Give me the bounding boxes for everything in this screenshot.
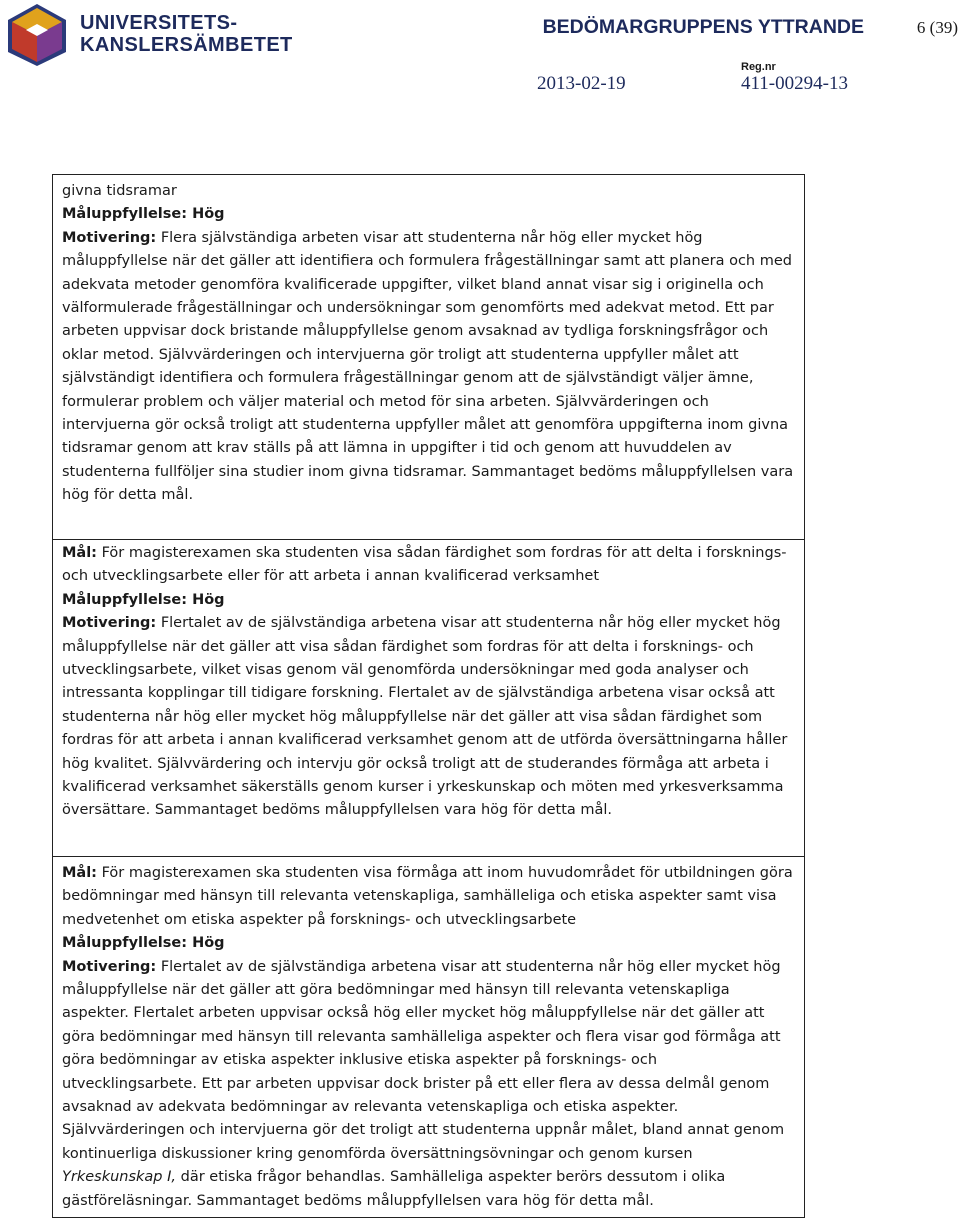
goal-label: Mål: bbox=[62, 865, 97, 881]
goal-paragraph bbox=[62, 862, 795, 932]
org-line-2: KANSLERSÄMBETET bbox=[80, 34, 293, 56]
goal-continuation: givna tidsramar bbox=[62, 183, 177, 199]
fulfillment-rating: Måluppfyllelse: Hög bbox=[62, 591, 225, 608]
assessment-box bbox=[52, 856, 805, 1218]
reg-label: Reg.nr bbox=[741, 61, 776, 73]
registration-number: 411-00294-13 bbox=[741, 73, 848, 94]
document-title: BEDÖMARGRUPPENS YTTRANDE bbox=[542, 16, 864, 38]
logo bbox=[4, 2, 70, 68]
fulfillment-rating: Måluppfyllelse: Hög bbox=[62, 935, 225, 952]
motivation-text: Flera självständiga arbeten visar att studenterna når hög eller mycket hög måluppfyllelse när det gäller att identifiera och formulera frågeställningar samt att planera och med adekvata metoder genomföra kvalificerade uppgifter, vilket bland annat visar sig i originella och välformulerade frågeställningar och undersökningar som genomförts med adekvat metod. Ett par arbeten uppvisar dock bristande måluppfyllelse genom avsaknad av tydliga forskningsfrågor och oklar metod. Självvärderingen och intervjuerna gör troligt att studenterna uppfyller målet att självständigt identifiera och formulera frågeställningar genom att de självständigt väljer ämne, formulerar problem och väljer material och metod för sina arbeten. Självvärderingen och intervjuerna gör också troligt att studenterna uppfyller målet att genomföra uppgifterna inom givna tidsramar genom att krav ställs på att lämna in uppgifter i tid och genom att huvuddelen av studenterna fullföljer sina studier inom givna tidsramar. Sammantaget bedöms måluppfyllelsen vara hög för detta mål. bbox=[62, 229, 794, 504]
motivation-text-continued: där etiska frågor behandlas. Samhälleliga aspekter berörs dessutom i olika gästföreläsningar. Sammantaget bedöms måluppfyllelsen vara hög för detta mål. bbox=[62, 1169, 726, 1209]
assessment-box bbox=[52, 539, 805, 857]
motivation-paragraph bbox=[62, 956, 795, 1213]
document-date: 2013-02-19 bbox=[537, 73, 626, 94]
motivation-text: Flertalet av de självständiga arbetena visar att studenterna når hög eller mycket hög måluppfyllelse när det gäller att göra bedömningar med hänsyn till relevanta vetenskapliga aspekter. Flertalet arbeten uppvisar också hög eller mycket hög måluppfyllelse när det gäller att göra bedömningar med hänsyn till relevanta samhälleliga aspekter och flera visar god förmåga att göra bedömningar av etiska aspekter inklusive etiska aspekter på forsknings- och utvecklingsarbete. Ett par arbeten uppvisar dock brister på ett eller flera av dessa delmål genom avsaknad av adekvata bedömningar av relevanta vetenskapliga och etiska aspekter. Självvärderingen och intervjuerna gör det troligt att studenterna uppnår målet, bland annat genom kontinuerliga diskussioner kring genomförda översättningsövningar och genom kursen bbox=[62, 958, 785, 1162]
goal-paragraph bbox=[62, 542, 795, 589]
assessment-box bbox=[52, 174, 805, 540]
goal-text: För magisterexamen ska studenten visa förmåga att inom huvudområdet för utbildningen göra bedömningar med hänsyn till relevanta vetenskapliga, samhälleliga och etiska aspekter samt visa medvetenhet om etiska aspekter på forsknings- och utvecklingsarbete bbox=[62, 865, 793, 928]
goal-text: För magisterexamen ska studenten visa sådan färdighet som fordras för att delta i forsknings- och utvecklingsarbete eller för att arbeta i annan kvalificerad verksamhet bbox=[62, 545, 787, 585]
goal-label: Mål: bbox=[62, 545, 97, 561]
fulfillment-rating: Måluppfyllelse: Hög bbox=[62, 206, 225, 223]
motivation-paragraph bbox=[62, 612, 795, 823]
organization-name bbox=[80, 12, 293, 56]
page-number: 6 (39) bbox=[916, 18, 958, 37]
motivation-text: Flertalet av de självständiga arbetena visar att studenterna når hög eller mycket hög måluppfyllelse när det gäller att visa sådan färdighet som fordras för att delta i forsknings- och utvecklingsarbete, vilket visas genom väl genomförda undersökningar med goda analyser och intressanta kopplingar till tidigare forskning. Flertalet av de självständiga arbetena visar också att studenterna når hög eller mycket hög måluppfyllelse när det gäller att visa sådan färdighet som fordras för att arbeta i annan kvalificerad verksamhet genom att de utförda översättningarna håller hög kvalitet. Självvärdering och intervju gör också troligt att de studerandes förmåga att arbeta i kvalificerad verksamhet säkerställs genom kurser i yrkeskunskap och möten med yrkesverksamma översättare. Sammantaget bedöms måluppfyllelsen vara hög för detta mål. bbox=[62, 615, 788, 819]
motivation-label: Motivering: bbox=[62, 615, 157, 632]
motivation-label: Motivering: bbox=[62, 229, 157, 246]
course-name: Yrkeskunskap I, bbox=[62, 1169, 177, 1186]
org-line-1: UNIVERSITETS- bbox=[80, 12, 238, 34]
motivation-paragraph bbox=[62, 227, 795, 508]
motivation-label: Motivering: bbox=[62, 958, 157, 975]
